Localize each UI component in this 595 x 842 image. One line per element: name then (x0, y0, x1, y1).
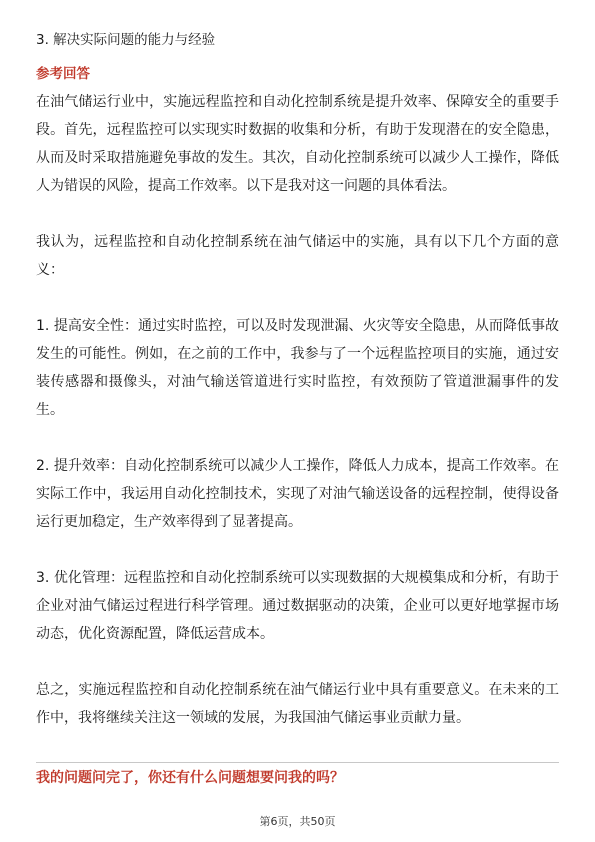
page-number: 第6页，共50页 (259, 815, 336, 828)
paragraph-safety: 1. 提高安全性：通过实时监控，可以及时发现泄漏、火灾等安全隐患，从而降低事故发生的可能性。例如，在之前的工作中，我参与了一个远程监控项目的实施，通过安装传感器和摄像头，对油气输送管道进行实时监控，有效预防了管道泄漏事件的发生。 (36, 318, 559, 418)
answer-label: 参考回答 (36, 66, 90, 82)
paragraph-efficiency: 2. 提升效率：自动化控制系统可以减少人工操作，降低人力成本，提高工作效率。在实际工作中，我运用自动化控制技术，实现了对油气输送设备的远程控制，使得设备运行更加稳定，生产效率得到了显著提高。 (36, 458, 559, 530)
paragraph-intro: 在油气储运行业中，实施远程监控和自动化控制系统是提升效率、保障安全的重要手段。首先，远程监控可以实现实时数据的收集和分析，有助于发现潜在的安全隐患，从而及时采取措施避免事故的发生。其次，自动化控制系统可以减少人工操作，降低人为错误的风险，提高工作效率。以下是我对这一问题的具体看法。 (36, 94, 559, 194)
closing-question: 我的问题问完了，你还有什么问题想要问我的吗？ (36, 770, 344, 786)
paragraph-management: 3. 优化管理：远程监控和自动化控制系统可以实现数据的大规模集成和分析，有助于企业对油气储运过程进行科学管理。通过数据驱动的决策，企业可以更好地掌握市场动态，优化资源配置，降低运营成本。 (36, 570, 559, 642)
question-title: 3. 解决实际问题的能力与经验 (36, 32, 216, 48)
answer-body (36, 88, 559, 760)
paragraph-significance: 我认为，远程监控和自动化控制系统在油气储运中的实施，具有以下几个方面的意义： (36, 234, 559, 278)
divider-line (36, 762, 559, 763)
paragraph-conclusion: 总之，实施远程监控和自动化控制系统在油气储运行业中具有重要意义。在未来的工作中，我将继续关注这一领域的发展，为我国油气储运事业贡献力量。 (36, 682, 559, 726)
